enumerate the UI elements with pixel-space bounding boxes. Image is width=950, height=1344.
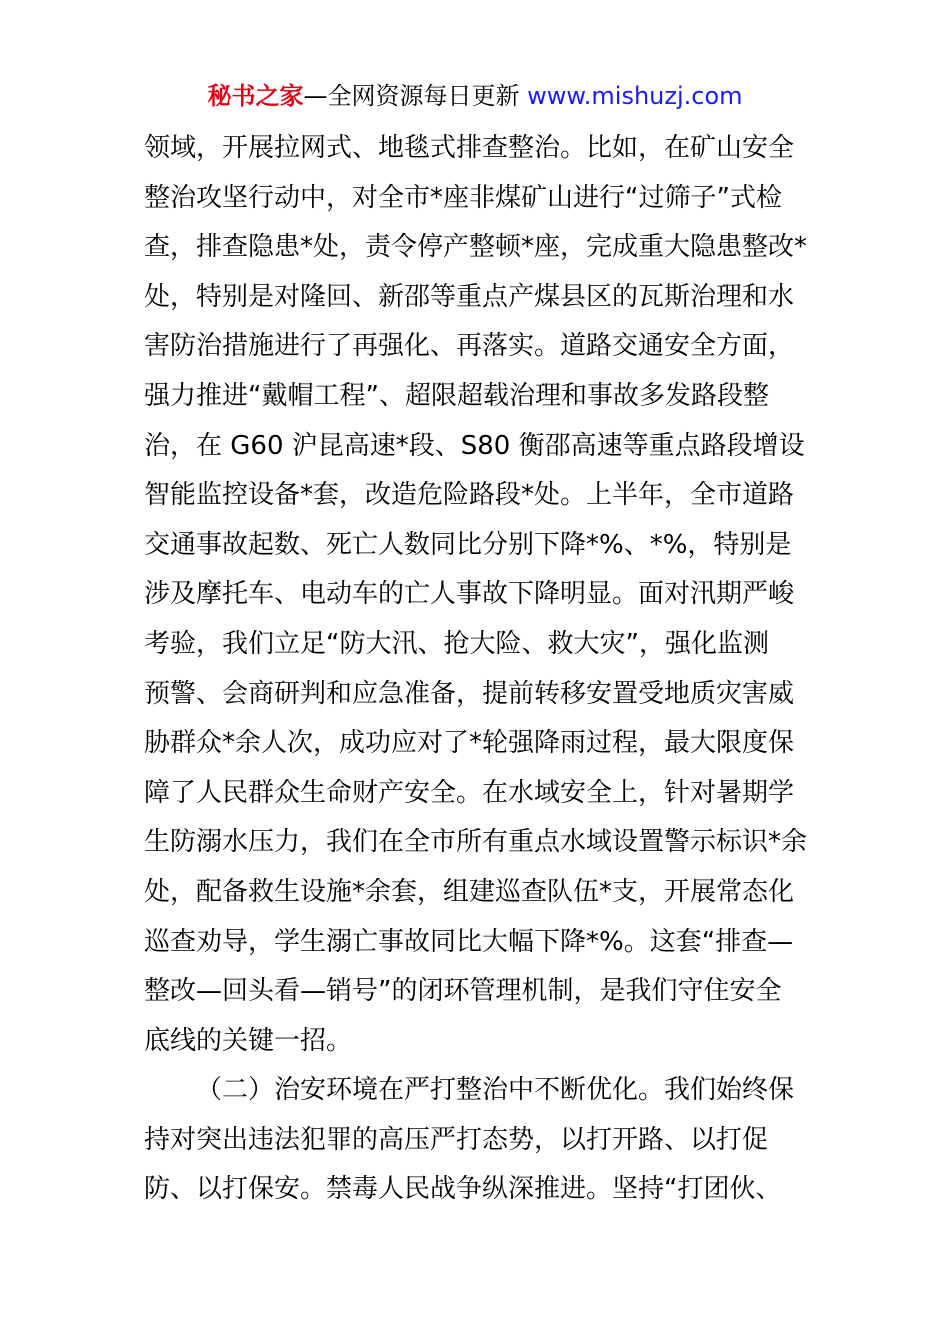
site-header <box>0 80 950 112</box>
site-tagline: —全网资源每日更新 <box>303 82 520 110</box>
text-line: 整改—回头看—销号”的闭环管理机制，是我们守住安全 <box>144 976 782 1007</box>
document-body <box>144 124 816 1215</box>
text-line: 底线的关键一招。 <box>144 1025 353 1056</box>
text-line: 考验，我们立足“防大汛、抢大险、救大灾”，强化监测 <box>144 628 769 659</box>
text-line: 处，配备救生设施*余套，组建巡查队伍*支，开展常态化 <box>144 876 795 907</box>
text-line: 害防治措施进行了再强化、再落实。道路交通安全方面， <box>144 331 795 362</box>
text-line: 防、以打保安。禁毒人民战争纵深推进。坚持“打团伙、 <box>144 1174 782 1205</box>
text-line: 智能监控设备*套，改造危险路段*处。上半年，全市道路 <box>144 480 795 511</box>
site-brand: 秘书之家 <box>207 82 304 110</box>
text-line: 障了人民群众生命财产安全。在水域安全上，针对暑期学 <box>144 777 795 808</box>
site-url[interactable]: www.mishuzj.com <box>527 82 743 110</box>
text-line: 持对突出违法犯罪的高压严打态势，以打开路、以打促 <box>144 1124 769 1155</box>
text-line: 胁群众*余人次，成功应对了*轮强降雨过程，最大限度保 <box>144 728 795 759</box>
section-heading-line: （二）治安环境在严打整治中不断优化。我们始终保 <box>196 1075 795 1106</box>
text-line: 强力推进“戴帽工程”、超限超载治理和事故多发路段整 <box>144 380 769 411</box>
text-line: 处，特别是对隆回、新邵等重点产煤县区的瓦斯治理和水 <box>144 281 795 312</box>
text-line: 查，排查隐患*处，责令停产整顿*座，完成重大隐患整改* <box>144 232 808 263</box>
text-line: 治，在 G60 沪昆高速*段、S80 衡邵高速等重点路段增设 <box>144 430 805 461</box>
text-line: 生防溺水压力，我们在全市所有重点水域设置警示标识*余 <box>144 827 808 858</box>
text-line: 预警、会商研判和应急准备，提前转移安置受地质灾害威 <box>144 678 795 709</box>
text-line: 涉及摩托车、电动车的亡人事故下降明显。面对汛期严峻 <box>144 579 795 610</box>
text-line: 整治攻坚行动中，对全市*座非煤矿山进行“过筛子”式检 <box>144 182 782 213</box>
text-line: 巡查劝导，学生溺亡事故同比大幅下降*%。这套“排查— <box>144 926 794 957</box>
text-line: 领域，开展拉网式、地毯式排查整治。比如，在矿山安全 <box>144 133 795 163</box>
text-line: 交通事故起数、死亡人数同比分别下降*%、*%，特别是 <box>144 529 792 560</box>
